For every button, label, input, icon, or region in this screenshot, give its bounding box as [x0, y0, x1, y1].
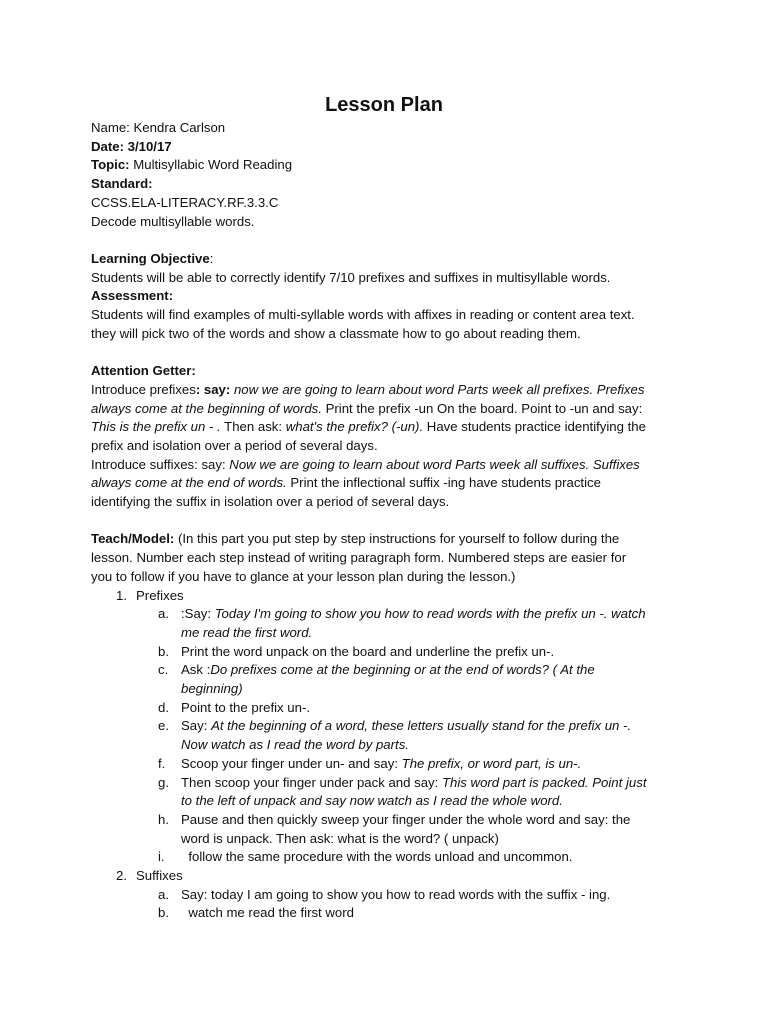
attention-line-7: identifying the suffix in isolation over a period of several days.	[91, 494, 450, 510]
list-item-prefix-a: a. :Say: Today I'm going to show you how to read words with the prefix un -. watch	[158, 606, 646, 622]
attention-line-5: Introduce suffixes: say: Now we are going to learn about word Parts week all suffixes. Suffixes	[91, 456, 640, 472]
name-label: Name:	[91, 120, 134, 135]
teach-line-2: lesson. Number each step instead of writing paragraph form. Numbered steps are easier for	[91, 550, 627, 566]
assessment-line-2: they will pick two of the words and show a classmate how to go about reading them.	[91, 325, 581, 341]
list-item-prefix-e-cont: Now watch as I read the word by parts.	[181, 737, 409, 753]
assessment-line-1: Students will find examples of multi-syllable words with affixes in reading or content area text.	[91, 307, 635, 323]
list-item-suffix-a: a. Say: today I am going to show you how to read words with the suffix - ing.	[158, 886, 611, 902]
name-line	[91, 119, 691, 138]
spacer	[91, 343, 691, 362]
assessment-heading: Assessment:	[91, 288, 174, 304]
teach-label: Teach/Model:	[91, 531, 175, 547]
attention-line-3: This is the prefix un - . Then ask: what's the prefix? (-un). Have students practice identifying the	[91, 419, 646, 435]
document-body	[91, 119, 691, 923]
list-item-prefix-b: b. Print the word unpack on the board and underline the prefix un-.	[158, 643, 555, 659]
topic-line	[91, 156, 691, 175]
list-item-prefix-f: f. Scoop your finger under un- and say: The prefix, or word part, is un-.	[158, 755, 582, 771]
attention-line-4: prefix and isolation over a period of several days.	[91, 437, 378, 453]
list-item-prefix-e: e. Say: At the beginning of a word, these letters usually stand for the prefix un -.	[158, 718, 632, 734]
spacer	[91, 512, 691, 531]
list-item-prefix-g: g. Then scoop your finger under pack and say: This word part is packed. Point just	[158, 774, 647, 790]
attention-line-6: always come at the end of words. Print the inflectional suffix -ing have students practice	[91, 475, 601, 491]
date-value: 3/10/17	[127, 138, 172, 154]
name-value: Kendra Carlson	[133, 120, 226, 135]
attention-heading: Attention Getter:	[91, 363, 196, 379]
standard-text: Decode multisyllable words.	[91, 213, 255, 229]
teach-line-3: you to follow if you have to glance at your lesson plan during the lesson.)	[91, 568, 516, 584]
list-item-prefix-i: i. follow the same procedure with the words unload and uncommon.	[158, 849, 573, 865]
objective-text: Students will be able to correctly identify 7/10 prefixes and suffixes in multisyllable words.	[91, 269, 611, 285]
topic-value: Multisyllabic Word Reading	[133, 157, 293, 173]
list-item-suffix-b: b. watch me read the first word	[158, 905, 354, 921]
list-item-prefix-a-cont: me read the first word.	[181, 624, 313, 640]
list-item-prefix-h: h. Pause and then quickly sweep your finger under the whole word and say: the	[158, 811, 631, 827]
topic-label: Topic:	[91, 157, 134, 173]
attention-line-1: Introduce prefixes: say: now we are going to learn about word Parts week all prefixes. Prefixes	[91, 381, 645, 397]
spacer	[91, 231, 691, 250]
objective-label: Learning Objective	[91, 250, 210, 266]
date-label: Date:	[91, 138, 128, 154]
list-item-prefix-g-cont: to the left of unpack and say now watch as I read the whole word.	[181, 793, 563, 809]
standard-code: CCSS.ELA-LITERACY.RF.3.3.C	[91, 194, 279, 210]
list-item-prefix-d: d. Point to the prefix un-.	[158, 699, 311, 715]
page-title: Lesson Plan	[325, 94, 443, 116]
attention-line-2: always come at the beginning of words. Print the prefix -un On the board. Point to -un and say:	[91, 400, 643, 416]
objective-heading: Learning Objective:	[91, 250, 214, 266]
standard-label: Standard:	[91, 176, 153, 192]
list-item-prefix-c-cont: beginning)	[181, 681, 243, 697]
date-line	[91, 138, 691, 157]
list-item-suffixes: 2. Suffixes	[116, 868, 183, 884]
list-item-prefix-c: c. Ask :Do prefixes come at the beginning or at the end of words? ( At the	[158, 662, 595, 678]
list-item-prefixes: 1. Prefixes	[116, 587, 184, 603]
teach-line-1: Teach/Model: (In this part you put step by step instructions for yourself to follow during the	[91, 531, 620, 547]
list-item-prefix-h-cont: word is unpack. Then ask: what is the word? ( unpack)	[181, 830, 499, 846]
